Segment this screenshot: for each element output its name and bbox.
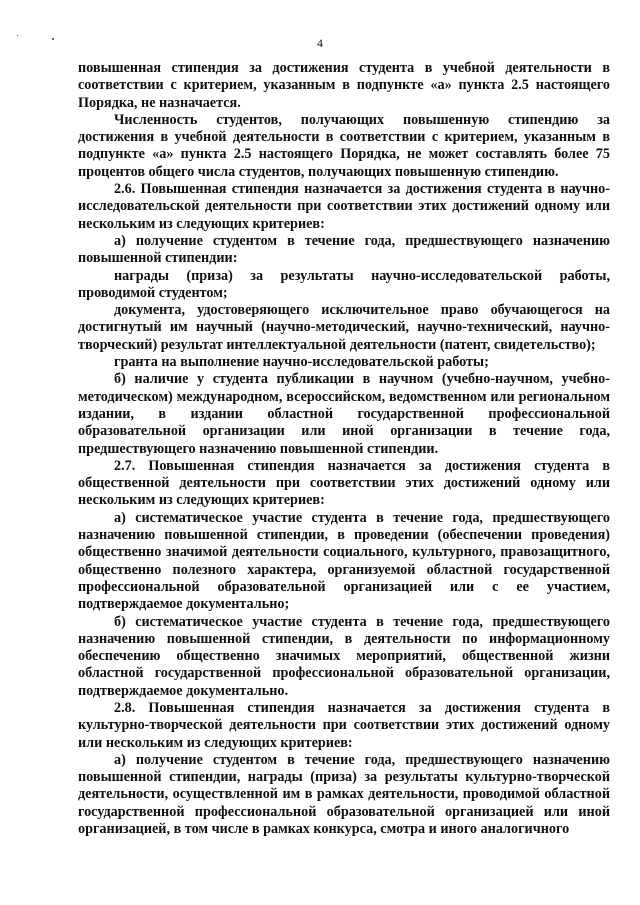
paragraph: б) систематическое участие студента в течение года, предшествующего назначению повышенной стипендии, в деятельности по информационному обеспечению общественно значимых мероприятий, общественной жизни областной государственной профессиональной образовательной организации, подтверждаемое документально. — [78, 613, 610, 699]
paragraph: Численность студентов, получающих повышенную стипендию за достижения в учебной деятельности в соответствии с критерием, указанным в подпункте «а» пункта 2.5 настоящего Порядка, не может составлять более 75 процентов общего числа студентов, получающих повышенную стипендию. — [78, 111, 610, 180]
paragraph: б) наличие у студента публикации в научном (учебно-научном, учебно-методическом) международном, всероссийском, ведомственном или региональном издании, в издании областной государственной профессиональной образовательной организации или иной организации в течение года, предшествующего назначению повышенной стипендии. — [78, 371, 610, 457]
document-body — [78, 60, 610, 838]
paragraph: 2.6. Повышенная стипендия назначается за достижения студента в научно-исследовательской деятельности при соответствии этих достижений одному или нескольким из следующих критериев: — [78, 181, 610, 232]
paragraph: а) получение студентом в течение года, предшествующего назначению повышенной стипендии: — [78, 232, 610, 267]
paragraph: награды (приза) за результаты научно-исследовательской работы, проводимой студентом; — [78, 267, 610, 301]
paragraph: гранта на выполнение научно-исследовательской работы; — [114, 354, 489, 371]
paragraph: 2.8. Повышенная стипендия назначается за достижения студента в культурно-творческой деятельности при соответствии этих достижений одному или нескольким из следующих критериев: — [78, 699, 610, 751]
paragraph: а) систематическое участие студента в течение года, предшествующего назначению повышенной стипендии, в проведении (обеспечении проведения) общественно значимой деятельности социального, культурного, правозащитного, общественно полезного характера, организуемой областной государственной профессиональной образовательной организацией или с ее участием, подтверждаемое документально; — [78, 509, 610, 613]
paragraph: 2.7. Повышенная стипендия назначается за достижения студента в общественной деятельности при соответствии этих достижений одному или нескольким из следующих критериев: — [78, 457, 610, 509]
paragraph: повышенная стипендия за достижения студента в учебной деятельности в соответствии с критерием, указанным в подпункте «а» пункта 2.5 настоящего Порядка, не назначается. — [78, 60, 610, 111]
paragraph: документа, удостоверяющего исключительное право обучающегося на достигнутый им научный (научно-методический, научно-технический, научно-творческий) результат интеллектуальной деятельности (патент, свидетельство); — [78, 302, 610, 353]
paragraph: а) получение студентом в течение года, предшествующего назначению повышенной стипендии, награды (приза) за результаты культурно-творческой деятельности, осуществленной им в рамках деятельности, проводимой областной государственной профессиональной образовательной организацией или иной организацией, в том числе в рамках конкурса, смотра и иного аналогичного — [78, 751, 610, 838]
page-number: 4 — [317, 36, 323, 50]
